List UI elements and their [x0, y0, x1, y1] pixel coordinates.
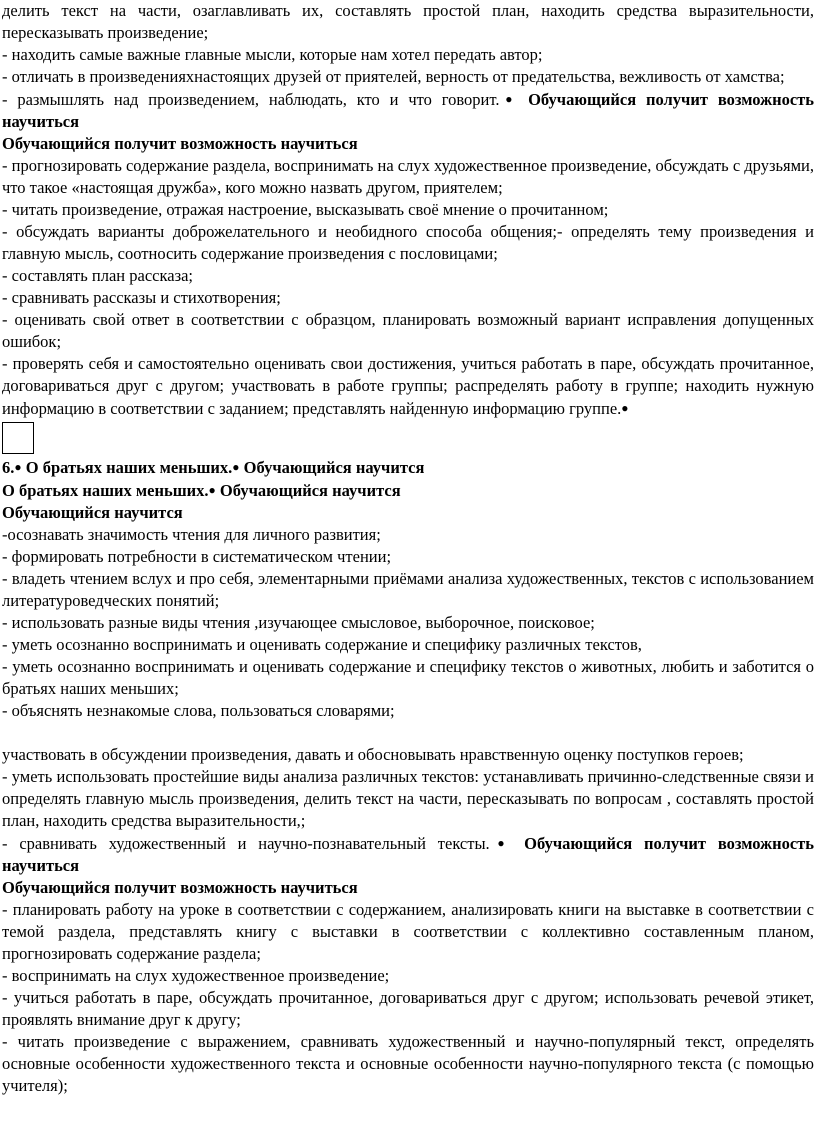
paragraph: - прогнозировать содержание раздела, воспринимать на слух художественное произведение, обсуждать с друзьями, что такое «настоящая дружба», кого можно назвать другом, приятелем; — [2, 156, 814, 197]
paragraph-with-heading — [2, 832, 814, 877]
inline-heading: Обучающийся получит возможность научиться — [2, 834, 814, 875]
bullet-icon: ● — [621, 401, 629, 415]
paragraph: - сравнивать рассказы и стихотворения; — [2, 288, 281, 307]
paragraph: - читать произведение, отражая настроение, высказывать своё мнение о прочитанном; — [2, 200, 609, 219]
section-title-repeat — [2, 479, 814, 502]
paragraph: - находить самые важные главные мысли, которые нам хотел передать автор; — [2, 45, 543, 64]
paragraph: - учиться работать в паре, обсуждать прочитанное, договариваться друг с другом; использовать речевой этикет, проявлять внимание друг к другу; — [2, 988, 814, 1029]
empty-box-row — [2, 420, 814, 456]
section-subheading: Обучающийся научится — [239, 458, 425, 477]
empty-box — [2, 422, 34, 454]
paragraph: - оценивать свой ответ в соответствии с образцом, планировать возможный вариант исправления допущенных ошибок; — [2, 310, 814, 351]
paragraph: - планировать работу на уроке в соответствии с содержанием, анализировать книги на выставке в соответствии с темой раздела, представлять книгу с выставки в соответствии с коллективно составленным планом, прогнозировать содержание раздела; — [2, 900, 814, 963]
paragraph: - воспринимать на слух художественное произведение; — [2, 966, 390, 985]
bullet-icon: ● — [499, 92, 519, 106]
paragraph: - читать произведение с выражением, сравнивать художественный и научно-популярный текст, определять основные особенности художественного текста и основные особенности научно-популярного текста (с помощью учителя); — [2, 1032, 814, 1095]
section-title — [2, 456, 814, 479]
inline-heading: Обучающийся получит возможность научиться — [2, 90, 815, 131]
blank-line — [2, 722, 814, 744]
paragraph: - уметь использовать простейшие виды анализа различных текстов: устанавливать причинно-следственные связи и определять главную мысль произведения, делить текст на части, пересказывать по вопросам , составлять простой план, находить средства выразительности,; — [2, 767, 814, 830]
bullet-icon: ● — [14, 460, 22, 474]
paragraph: - владеть чтением вслух и про себя, элементарными приёмами анализа художественных, текстов с использованием литературоведческих понятий; — [2, 569, 814, 610]
bullet-icon: ● — [208, 483, 216, 497]
paragraph-text: - размышлять над произведением, наблюдать, кто и что говорит. — [2, 90, 500, 109]
section-heading: Обучающийся научится — [2, 503, 183, 522]
section-name: О братьях наших меньших. — [2, 481, 209, 500]
paragraph: - уметь осознанно воспринимать и оценивать содержание и специфику различных текстов, — [2, 635, 642, 654]
paragraph: - отличать в произведенияхнастоящих друзей от приятелей, верность от предательства, вежливость от хамства; — [2, 67, 785, 86]
paragraph-text: - проверять себя и самостоятельно оценивать свои достижения, учиться работать в паре, обсуждать прочитанное, договариваться друг с другом; участвовать в работе группы; распределять работу в группе; находить нужную информацию в соответствии с заданием; представлять найденную информацию группе. — [2, 354, 814, 418]
paragraph: - составлять план рассказа; — [2, 266, 193, 285]
paragraph: - использовать разные виды чтения ,изучающее смысловое, выборочное, поисковое; — [2, 613, 595, 632]
section-number: 6. — [2, 458, 15, 477]
paragraph-text: - сравнивать художественный и научно-познавательный тексты. — [2, 834, 490, 853]
paragraph: - уметь осознанно воспринимать и оценивать содержание и специфику текстов о животных, любить и заботится о братьях наших меньших; — [2, 657, 814, 698]
paragraph: - формировать потребности в систематическом чтении; — [2, 547, 392, 566]
section-heading: Обучающийся получит возможность научиться — [2, 878, 358, 897]
section-subheading: Обучающийся научится — [215, 481, 401, 500]
bullet-icon: ● — [232, 460, 240, 474]
paragraph: участвовать в обсуждении произведения, давать и обосновывать нравственную оценку поступков героев; — [2, 745, 744, 764]
paragraph: делить текст на части, озаглавливать их, составлять простой план, находить средства выразительности, пересказывать произведение; — [2, 1, 814, 42]
paragraph: - обсуждать варианты доброжелательного и необидного способа общения;- определять тему произведения и главную мысль, соотносить содержание произведения с пословицами; — [2, 222, 814, 263]
paragraph: - объяснять незнакомые слова, пользоваться словарями; — [2, 701, 395, 720]
paragraph-with-heading — [2, 88, 814, 133]
bullet-icon: ● — [489, 836, 513, 850]
paragraph: -осознавать значимость чтения для личного развития; — [2, 525, 381, 544]
section-heading: Обучающийся получит возможность научиться — [2, 134, 358, 153]
paragraph — [2, 353, 814, 420]
section-name: О братьях наших меньших. — [21, 458, 233, 477]
